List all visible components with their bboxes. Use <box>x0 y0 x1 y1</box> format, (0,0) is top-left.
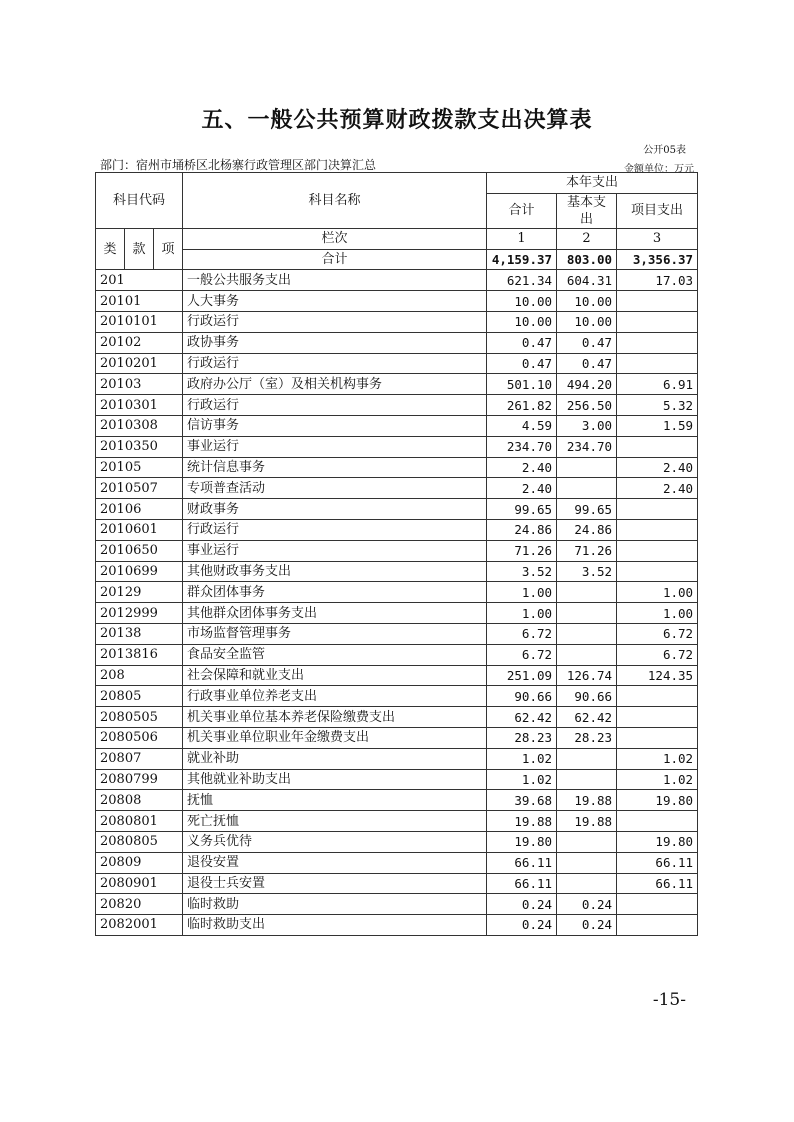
row-basic: 19.88 <box>557 811 617 832</box>
table-row <box>96 519 698 540</box>
table-row <box>96 644 698 665</box>
row-total: 19.88 <box>487 811 557 832</box>
row-name: 财政事务 <box>183 499 487 520</box>
row-code: 20101 <box>96 291 183 312</box>
row-project <box>617 291 698 312</box>
row-total: 0.47 <box>487 353 557 374</box>
row-project: 1.02 <box>617 748 698 769</box>
sum-total: 4,159.37 <box>487 249 557 270</box>
table-row <box>96 311 698 332</box>
row-basic: 3.52 <box>557 561 617 582</box>
row-basic <box>557 644 617 665</box>
row-code: 20105 <box>96 457 183 478</box>
row-code: 20138 <box>96 623 183 644</box>
row-basic <box>557 769 617 790</box>
row-project: 124.35 <box>617 665 698 686</box>
row-name: 人大事务 <box>183 291 487 312</box>
table-row <box>96 395 698 416</box>
row-code: 2080506 <box>96 727 183 748</box>
row-code: 2010301 <box>96 395 183 416</box>
page-title: 五、一般公共预算财政拨款支出决算表 <box>201 108 593 133</box>
header-row-3 <box>96 228 698 249</box>
row-project: 6.72 <box>617 623 698 644</box>
table-row <box>96 727 698 748</box>
row-basic: 3.00 <box>557 415 617 436</box>
header-row-1 <box>96 173 698 194</box>
row-project <box>617 436 698 457</box>
row-basic: 62.42 <box>557 707 617 728</box>
header-lei: 类 <box>96 228 125 270</box>
row-total: 10.00 <box>487 311 557 332</box>
row-total: 6.72 <box>487 623 557 644</box>
header-col2: 2 <box>557 228 617 249</box>
table-row <box>96 353 698 374</box>
row-total: 2.40 <box>487 478 557 499</box>
row-total: 1.00 <box>487 603 557 624</box>
row-basic: 19.88 <box>557 790 617 811</box>
row-total: 28.23 <box>487 727 557 748</box>
row-name: 行政运行 <box>183 395 487 416</box>
row-project: 6.91 <box>617 374 698 395</box>
table-row <box>96 457 698 478</box>
row-code: 2010507 <box>96 478 183 499</box>
table-row <box>96 623 698 644</box>
row-name: 食品安全监管 <box>183 644 487 665</box>
sum-basic: 803.00 <box>557 249 617 270</box>
row-name: 群众团体事务 <box>183 582 487 603</box>
row-code: 20808 <box>96 790 183 811</box>
table-row <box>96 811 698 832</box>
row-name: 市场监督管理事务 <box>183 623 487 644</box>
row-total: 1.02 <box>487 769 557 790</box>
sum-project: 3,356.37 <box>617 249 698 270</box>
row-project: 1.59 <box>617 415 698 436</box>
row-total: 0.24 <box>487 915 557 936</box>
row-project: 1.02 <box>617 769 698 790</box>
table-row <box>96 540 698 561</box>
row-code: 2080801 <box>96 811 183 832</box>
row-project <box>617 894 698 915</box>
row-project <box>617 561 698 582</box>
sum-row <box>96 249 698 270</box>
row-name: 事业运行 <box>183 436 487 457</box>
row-name: 临时救助支出 <box>183 915 487 936</box>
row-basic <box>557 852 617 873</box>
department-label: 部门：宿州市埇桥区北杨寨行政管理区部门决算汇总 <box>100 158 377 172</box>
row-basic: 0.47 <box>557 353 617 374</box>
table-row <box>96 415 698 436</box>
row-code: 20807 <box>96 748 183 769</box>
row-project <box>617 540 698 561</box>
table-row <box>96 915 698 936</box>
unit-label: 金额单位：万元 <box>624 164 694 175</box>
row-total: 261.82 <box>487 395 557 416</box>
row-name: 其他就业补助支出 <box>183 769 487 790</box>
table-row <box>96 707 698 728</box>
table-row <box>96 582 698 603</box>
row-basic: 24.86 <box>557 519 617 540</box>
row-project: 2.40 <box>617 457 698 478</box>
row-project <box>617 499 698 520</box>
row-project: 2.40 <box>617 478 698 499</box>
row-basic: 10.00 <box>557 311 617 332</box>
row-name: 其他群众团体事务支出 <box>183 603 487 624</box>
row-name: 事业运行 <box>183 540 487 561</box>
row-name: 一般公共服务支出 <box>183 270 487 291</box>
row-total: 66.11 <box>487 852 557 873</box>
table-row <box>96 790 698 811</box>
table-row <box>96 603 698 624</box>
row-total: 1.00 <box>487 582 557 603</box>
row-code: 2080805 <box>96 831 183 852</box>
row-total: 99.65 <box>487 499 557 520</box>
row-code: 20129 <box>96 582 183 603</box>
row-project <box>617 311 698 332</box>
row-basic: 604.31 <box>557 270 617 291</box>
row-code: 20106 <box>96 499 183 520</box>
row-project <box>617 332 698 353</box>
table-row <box>96 894 698 915</box>
row-code: 2012999 <box>96 603 183 624</box>
table-row <box>96 436 698 457</box>
row-basic: 0.47 <box>557 332 617 353</box>
row-total: 2.40 <box>487 457 557 478</box>
row-name: 政府办公厅（室）及相关机构事务 <box>183 374 487 395</box>
row-total: 90.66 <box>487 686 557 707</box>
form-code: 公开05表 <box>643 145 686 156</box>
row-total: 4.59 <box>487 415 557 436</box>
row-project: 5.32 <box>617 395 698 416</box>
row-basic <box>557 457 617 478</box>
table-row <box>96 748 698 769</box>
table-row <box>96 478 698 499</box>
row-basic: 494.20 <box>557 374 617 395</box>
row-project <box>617 915 698 936</box>
row-project <box>617 707 698 728</box>
row-name: 就业补助 <box>183 748 487 769</box>
row-project: 19.80 <box>617 790 698 811</box>
header-lanci: 栏次 <box>183 228 487 249</box>
header-total: 合计 <box>487 193 557 228</box>
row-name: 机关事业单位基本养老保险缴费支出 <box>183 707 487 728</box>
row-basic <box>557 873 617 894</box>
row-total: 3.52 <box>487 561 557 582</box>
row-basic: 234.70 <box>557 436 617 457</box>
row-name: 其他财政事务支出 <box>183 561 487 582</box>
row-name: 机关事业单位职业年金缴费支出 <box>183 727 487 748</box>
table-row <box>96 291 698 312</box>
row-code: 2010201 <box>96 353 183 374</box>
sum-label: 合计 <box>183 249 487 270</box>
row-project: 66.11 <box>617 852 698 873</box>
table-row <box>96 852 698 873</box>
row-name: 退役安置 <box>183 852 487 873</box>
row-name: 临时救助 <box>183 894 487 915</box>
row-total: 19.80 <box>487 831 557 852</box>
row-total: 66.11 <box>487 873 557 894</box>
row-name: 信访事务 <box>183 415 487 436</box>
table-row <box>96 831 698 852</box>
row-name: 义务兵优待 <box>183 831 487 852</box>
row-code: 2010101 <box>96 311 183 332</box>
row-total: 62.42 <box>487 707 557 728</box>
row-name: 退役士兵安置 <box>183 873 487 894</box>
row-name: 社会保障和就业支出 <box>183 665 487 686</box>
row-basic: 10.00 <box>557 291 617 312</box>
table-row <box>96 499 698 520</box>
row-basic: 0.24 <box>557 894 617 915</box>
page-number: -15- <box>652 990 686 1010</box>
row-code: 20809 <box>96 852 183 873</box>
row-name: 专项普查活动 <box>183 478 487 499</box>
table-row <box>96 665 698 686</box>
row-project <box>617 686 698 707</box>
row-total: 24.86 <box>487 519 557 540</box>
row-code: 20820 <box>96 894 183 915</box>
row-project <box>617 519 698 540</box>
row-name: 行政运行 <box>183 519 487 540</box>
row-project: 1.00 <box>617 603 698 624</box>
row-code: 2010699 <box>96 561 183 582</box>
row-code: 2080799 <box>96 769 183 790</box>
row-code: 2010601 <box>96 519 183 540</box>
row-name: 行政运行 <box>183 353 487 374</box>
row-code: 2010350 <box>96 436 183 457</box>
row-total: 1.02 <box>487 748 557 769</box>
row-total: 0.24 <box>487 894 557 915</box>
row-basic <box>557 478 617 499</box>
row-project: 19.80 <box>617 831 698 852</box>
row-total: 234.70 <box>487 436 557 457</box>
table-row <box>96 374 698 395</box>
row-project: 1.00 <box>617 582 698 603</box>
row-total: 10.00 <box>487 291 557 312</box>
row-name: 政协事务 <box>183 332 487 353</box>
table-row <box>96 270 698 291</box>
row-code: 208 <box>96 665 183 686</box>
row-code: 2010650 <box>96 540 183 561</box>
row-basic: 28.23 <box>557 727 617 748</box>
row-basic: 0.24 <box>557 915 617 936</box>
header-col3: 3 <box>617 228 698 249</box>
row-code: 20805 <box>96 686 183 707</box>
row-code: 2082001 <box>96 915 183 936</box>
row-code: 2013816 <box>96 644 183 665</box>
row-project <box>617 727 698 748</box>
table-row <box>96 873 698 894</box>
row-code: 2080505 <box>96 707 183 728</box>
header-basic: 基本支出 <box>557 193 617 228</box>
row-name: 抚恤 <box>183 790 487 811</box>
row-project: 66.11 <box>617 873 698 894</box>
row-code: 2080901 <box>96 873 183 894</box>
row-project: 6.72 <box>617 644 698 665</box>
row-total: 39.68 <box>487 790 557 811</box>
row-basic: 71.26 <box>557 540 617 561</box>
row-total: 251.09 <box>487 665 557 686</box>
row-total: 6.72 <box>487 644 557 665</box>
row-code: 20102 <box>96 332 183 353</box>
header-project: 项目支出 <box>617 193 698 228</box>
row-basic: 256.50 <box>557 395 617 416</box>
row-name: 死亡抚恤 <box>183 811 487 832</box>
header-code: 科目代码 <box>96 173 183 229</box>
row-code: 201 <box>96 270 183 291</box>
table-row <box>96 686 698 707</box>
header-year-expense: 本年支出 <box>487 173 698 194</box>
row-code: 20103 <box>96 374 183 395</box>
row-basic <box>557 748 617 769</box>
row-project <box>617 353 698 374</box>
row-total: 0.47 <box>487 332 557 353</box>
row-name: 行政事业单位养老支出 <box>183 686 487 707</box>
row-code: 2010308 <box>96 415 183 436</box>
budget-table <box>95 172 698 936</box>
row-basic <box>557 603 617 624</box>
table-row <box>96 332 698 353</box>
table-row <box>96 769 698 790</box>
row-basic: 99.65 <box>557 499 617 520</box>
row-project <box>617 811 698 832</box>
row-total: 501.10 <box>487 374 557 395</box>
row-total: 71.26 <box>487 540 557 561</box>
row-basic: 126.74 <box>557 665 617 686</box>
row-name: 行政运行 <box>183 311 487 332</box>
row-basic <box>557 623 617 644</box>
row-basic: 90.66 <box>557 686 617 707</box>
header-xiang: 项 <box>154 228 183 270</box>
header-name: 科目名称 <box>183 173 487 229</box>
row-project: 17.03 <box>617 270 698 291</box>
header-kuan: 款 <box>125 228 154 270</box>
header-col1: 1 <box>487 228 557 249</box>
row-total: 621.34 <box>487 270 557 291</box>
table-row <box>96 561 698 582</box>
row-name: 统计信息事务 <box>183 457 487 478</box>
row-basic <box>557 831 617 852</box>
row-basic <box>557 582 617 603</box>
